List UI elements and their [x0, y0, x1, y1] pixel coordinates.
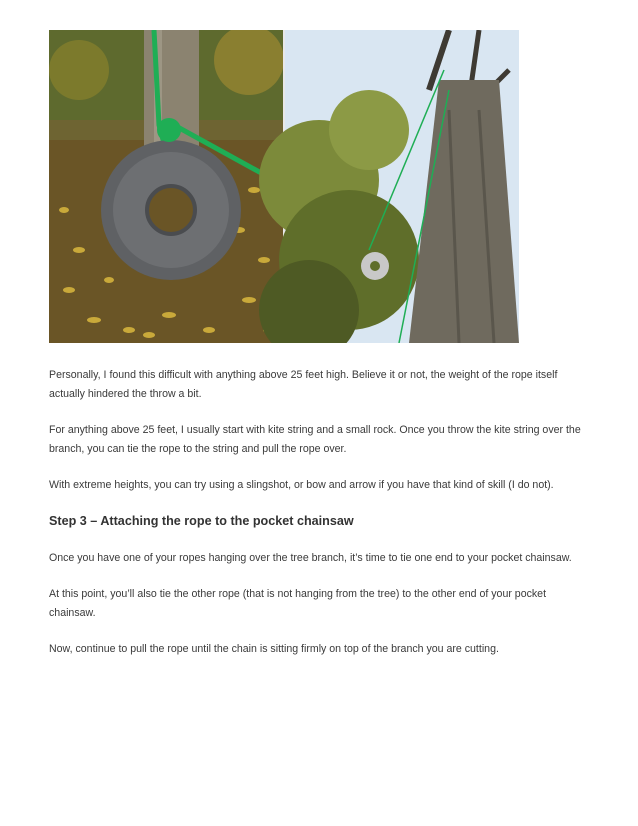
paragraph: At this point, you’ll also tie the other rope (that is not hanging from the tree) to the other end of your pocket chainsaw.: [49, 588, 547, 619]
section-heading: Step 3 – Attaching the rope to the pocket chainsaw: [49, 514, 354, 528]
article-body: [49, 366, 589, 676]
weight-plate-on-rope-photo: [49, 30, 284, 343]
paragraph: Now, continue to pull the rope until the chain is sitting firmly on top of the branch you are cutting.: [49, 643, 499, 655]
paragraph: Personally, I found this difficult with anything above 25 feet high. Believe it or not, the weight of the rope itself actually hindered the throw a bit.: [49, 369, 558, 400]
article-photo: [49, 30, 519, 343]
paragraph: With extreme heights, you can try using a slingshot, or bow and arrow if you have that kind of skill (I do not).: [49, 479, 554, 491]
paragraph: Once you have one of your ropes hanging over the tree branch, it’s time to tie one end to your pocket chainsaw.: [49, 552, 572, 564]
rope-over-tall-tree-photo: [259, 30, 519, 343]
paragraph: For anything above 25 feet, I usually start with kite string and a small rock. Once you throw the kite string over the branch, you can tie the rope to the string and pull the rope over.: [49, 424, 581, 455]
